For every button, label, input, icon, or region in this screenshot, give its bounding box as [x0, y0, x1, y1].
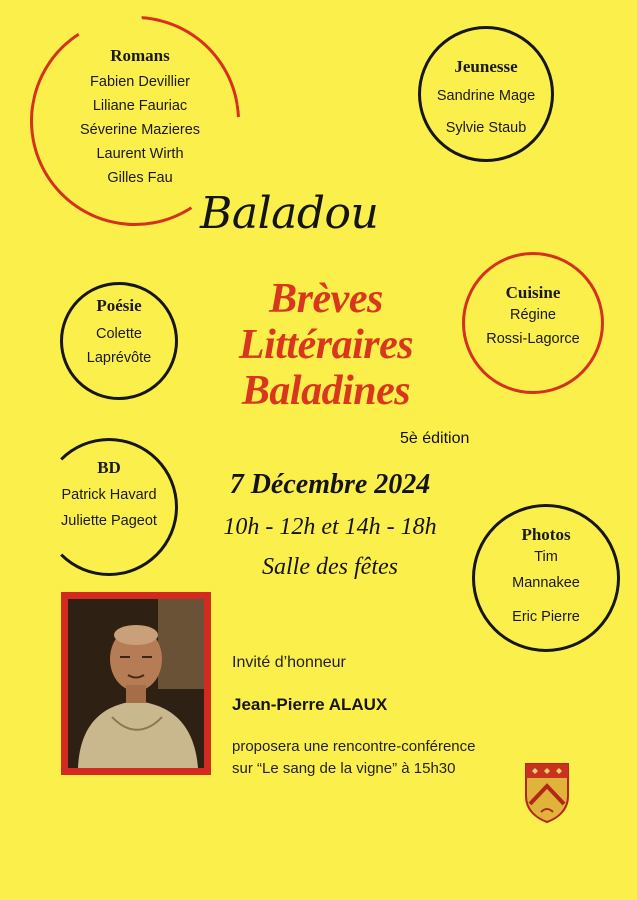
cuisine-author: Rossi-Lagorce — [486, 331, 580, 347]
bd-author: Juliette Pageot — [61, 513, 157, 529]
photos-heading: Photos — [521, 525, 571, 544]
romans-author: Laurent Wirth — [96, 146, 184, 162]
romans-group — [50, 46, 230, 190]
jeunesse-group — [416, 57, 556, 141]
romans-author: Gilles Fau — [107, 170, 173, 186]
cuisine-heading: Cuisine — [505, 283, 561, 302]
festival-line: Baladines — [241, 368, 411, 414]
guest-of-honour-label: Invité d’honneur — [232, 654, 346, 671]
jeunesse-heading: Jeunesse — [454, 57, 518, 76]
poesie-heading: Poésie — [96, 296, 142, 315]
event-venue: Salle des fêtes — [262, 554, 398, 580]
guest-photo-frame — [61, 592, 211, 775]
event-hours: 10h - 12h et 14h - 18h — [223, 514, 437, 540]
romans-author: Séverine Mazieres — [79, 122, 201, 138]
guest-portrait-photo — [68, 599, 204, 768]
bd-heading: BD — [97, 458, 121, 477]
romans-author: Fabien Devillier — [90, 74, 190, 90]
poesie-author: Colette — [96, 326, 142, 342]
guest-description — [232, 736, 476, 780]
guest-name: Jean-Pierre ALAUX — [232, 695, 388, 714]
cuisine-group — [462, 283, 604, 351]
photos-author: Mannakee — [512, 575, 580, 591]
festival-name — [196, 276, 456, 414]
romans-author: Liliane Fauriac — [92, 98, 188, 114]
poesie-author: Laprévôte — [86, 350, 152, 366]
romans-heading: Romans — [110, 46, 170, 65]
portrait-illustration — [68, 599, 204, 768]
photos-group — [472, 525, 620, 629]
jeunesse-author: Sandrine Mage — [436, 88, 536, 104]
coat-of-arms-icon — [524, 762, 570, 824]
festival-line: Littéraires — [238, 322, 414, 368]
guest-description-line: proposera une rencontre-conférence — [232, 738, 476, 755]
photos-author: Tim — [534, 549, 558, 565]
title-baladou: Baladou — [200, 188, 379, 239]
poesie-group — [60, 296, 178, 370]
guest-description-line: sur “Le sang de la vigne” à 15h30 — [232, 760, 456, 777]
jeunesse-author: Sylvie Staub — [445, 120, 527, 136]
event-date: 7 Décembre 2024 — [229, 469, 431, 500]
bd-author: Patrick Havard — [61, 487, 157, 503]
bd-group — [36, 458, 182, 534]
festival-line: Brèves — [269, 276, 383, 322]
photos-author: Eric Pierre — [512, 609, 580, 625]
cuisine-author: Régine — [510, 307, 556, 323]
edition-label: 5è édition — [400, 430, 470, 447]
